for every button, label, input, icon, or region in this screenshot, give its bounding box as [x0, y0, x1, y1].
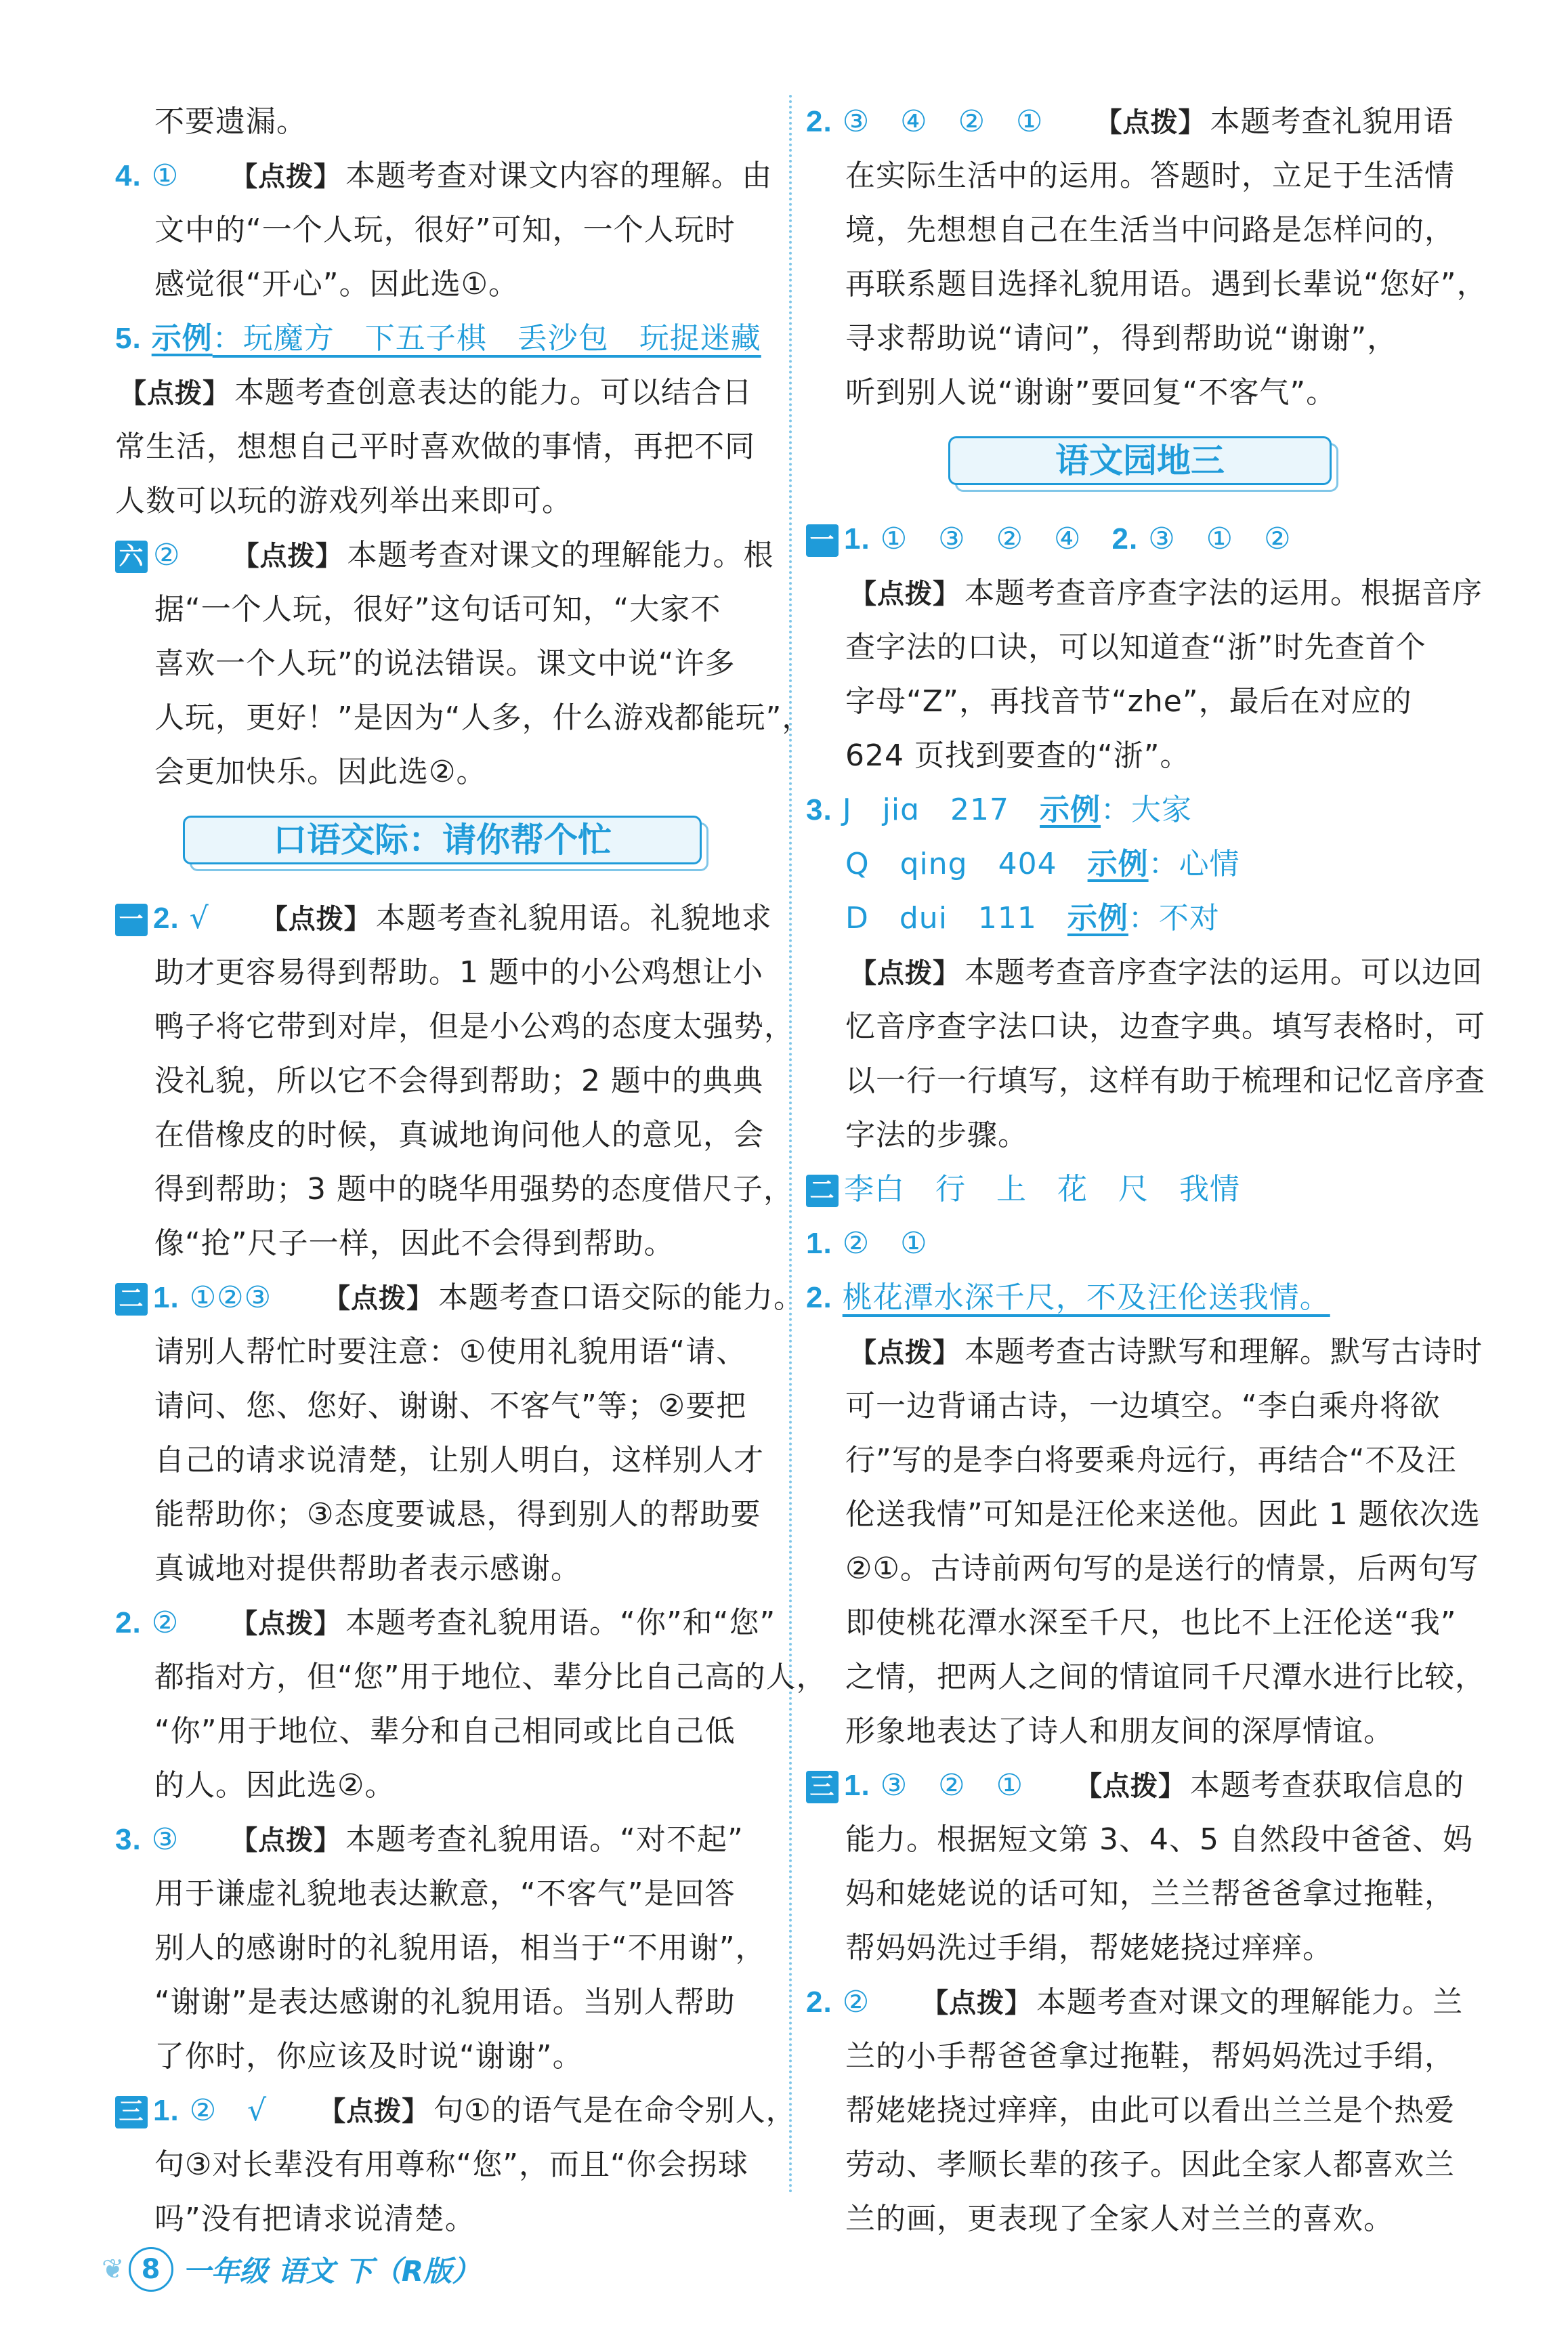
- section-box: 一: [115, 904, 148, 936]
- section-three: 三 1. ② √ 【 点拨 】 句①的语气是在命令别人， 句③对长辈没有用尊称“您”，而且“你会拐球 吗”没有把请求说清楚。: [115, 2084, 776, 2246]
- answer-item: 3. ③ 【 点拨 】 本题考查礼貌用语。“对不起” 用于谦虚礼貌地表达歉意，“不客气”是回答 别人的感谢时的礼貌用语，相当于“不用谢”， “谢谢”是表达感谢的礼貌用语。当别人帮助 了你时，你应该及时说“谢谢”。: [115, 1813, 776, 2084]
- column-divider: [789, 95, 792, 2195]
- page-footer: [102, 2246, 480, 2293]
- answer-item: 2. ③ ④ ② ① 【 点拨 】 本题考查礼貌用语 在实际生活中的运用。答题时，立足于生活情 境，先想想自己在生活当中问路是怎样问的， 再联系题目选择礼貌用语。遇到长辈说“您好”， 寻求帮助说“请问”，得到帮助说“谢谢”， 听到别人说“谢谢”要回复“不客气”。: [806, 95, 1473, 420]
- right-column: [806, 95, 1487, 2246]
- section-six: 六 ② 【 点拨 】 本题考查对课文的理解能力。根 据“一个人玩，很好”这句话可知，“大家不 喜欢一个人玩”的说法错误。课文中说“许多 人玩，更好！”是因为“人多，什么游戏都能玩”， 会更加快乐。因此选②。: [115, 528, 776, 799]
- section-banner: [115, 816, 776, 878]
- section-one: 一 2. √ 【 点拨 】 本题考查礼貌用语。礼貌地求 助才更容易得到帮助。1 题中的小公鸡想让小 鸭子将它带到对岸，但是小公鸡的态度太强势， 没礼貌，所以它不会得到帮助；2 题中的典典 在借橡皮的时候，真诚地询问他人的意见，会 得到帮助；3 题中的晓华用强势的态度借尺子， 像“抢”尺子一样，因此不会得到帮助。: [115, 891, 776, 1271]
- answer-item: 5. 示例：玩魔方 下五子棋 丢沙包 玩捉迷藏 【 点拨 】 本题考查创意表达的能力。可以结合日 常生活，想想自己平时喜欢做的事情，再把不同 人数可以玩的游戏列举出来即可。: [115, 312, 776, 528]
- left-column: [115, 95, 827, 2246]
- answer-item: 3. J jiɑ 217 示例：大家 Q qing 404 示例：心情 D dui 111 示例：不对 【 点拨 】 本题考查音序查字法的运用。可以边回 忆音序查字法口诀，边查字典。填写表格时，可 以一行一行填写，这样有助于梳理和记忆音序查 字法的步骤。: [806, 783, 1473, 1162]
- section-box: 三: [806, 1771, 839, 1803]
- book-title: 一年级 语文 下（R版）: [182, 2254, 481, 2288]
- banner-title: 语文园地三: [948, 436, 1332, 485]
- text-line: 不要遗漏。: [154, 104, 307, 139]
- answer-item: 2. ② 【 点拨 】 本题考查对课文的理解能力。兰 兰的小手帮爸爸拿过拖鞋，帮妈妈洗过手绢， 帮姥姥挠过痒痒，由此可以看出兰兰是个热爱 劳动、孝顺长辈的孩子。因此全家人都喜欢兰 兰的画，更表现了全家人对兰兰的喜欢。: [806, 1975, 1473, 2246]
- section-two: 二 李白 行 上 花 尺 我情 1. ② ① 2. 桃花潭水深千尺，不及汪伦送我情。 【 点拨 】 本题考查古诗默写和理解。默写古诗时 可一边背诵古诗，一边填空。“李白乘舟将欲 行”写的是李白将要乘舟远行，再结合“不及汪 伦送我情”可知是汪伦来送他。因此 1 题依次选 ②①。古诗前两句写的是送行的情景，后两句写 即使桃花潭水深至千尺，也比不上汪伦送“我” 之情，把两人之间的情谊同千尺潭水进行比较， 形象地表达了诗人和朋友间的深厚情谊。: [806, 1162, 1473, 1759]
- section-box: 六: [115, 541, 148, 573]
- section-box: 二: [806, 1175, 839, 1207]
- section-three: 三 1. ③ ② ① 【 点拨 】 本题考查获取信息的 能力。根据短文第 3、4、5 自然段中爸爸、妈 妈和姥姥说的话可知，兰兰帮爸爸拿过拖鞋， 帮妈妈洗过手绢，帮姥姥挠过痒痒。: [806, 1759, 1473, 1975]
- leaf-icon: ❦: [102, 2254, 125, 2285]
- section-box: 二: [115, 1283, 148, 1316]
- page-number: 8: [129, 2247, 173, 2292]
- section-two: 二 1. ①②③ 【 点拨 】 本题考查口语交际的能力。 请别人帮忙时要注意：①使用礼貌用语“请、 请问、您、您好、谢谢、不客气”等；②要把 自己的请求说清楚，让别人明白，这样别人才 能帮助你；③态度要诚恳，得到别人的帮助要 真诚地对提供帮助者表示感谢。: [115, 1271, 776, 1596]
- section-banner: [806, 436, 1473, 499]
- banner-title: 口语交际：请你帮个忙: [183, 816, 702, 864]
- section-box: 一: [806, 524, 839, 557]
- section-box: 三: [115, 2096, 148, 2128]
- section-one: 一 1. ① ③ ② ④ 2. ③ ① ② 【 点拨 】 本题考查音序查字法的运用。根据音序 查字法的口诀，可以知道查“浙”时先查首个 字母“Z”，再找音节“zhe”，最后在对应的 624 页找到要查的“浙”。: [806, 512, 1473, 783]
- answer-item: 2. ② 【 点拨 】 本题考查礼貌用语。“你”和“您” 都指对方，但“您”用于地位、辈分比自己高的人， “你”用于地位、辈分和自己相同或比自己低 的人。因此选②。: [115, 1596, 776, 1813]
- answer-item: 4. ① 【 点拨 】 本题考查对课文内容的理解。由 文中的“一个人玩，很好”可知，一个人玩时 感觉很“开心”。因此选①。: [115, 149, 776, 312]
